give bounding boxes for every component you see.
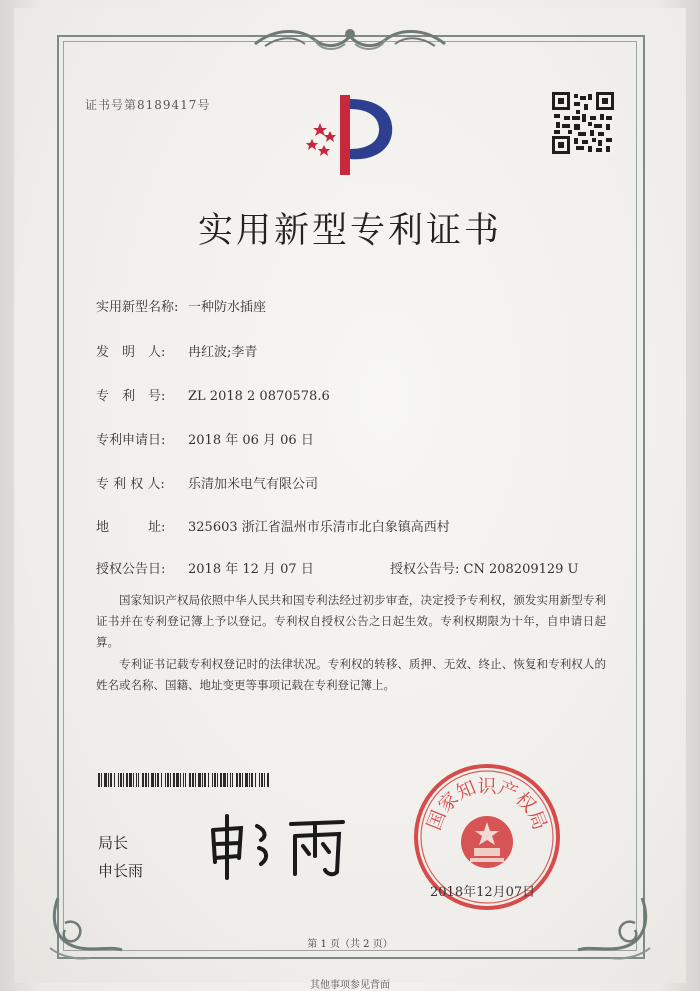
- field-label: 实用新型名称:: [96, 300, 179, 315]
- field-value: 一种防水插座: [188, 300, 267, 315]
- certificate-paragraph-2: 专利证书记载专利权登记时的法律状况。专利权的转移、质押、无效、终止、恢复和专利权人的姓名或名称、国籍、地址变更等事项记载在专利登记簿上。: [96, 657, 606, 692]
- field-patent-number: [96, 385, 330, 404]
- barcode-icon: [98, 773, 270, 787]
- corner-ornament-right: [570, 888, 660, 968]
- field-label: 专 利 权 人:: [96, 477, 165, 492]
- certificate-paragraph-1: 国家知识产权局依照中华人民共和国专利法经过初步审查，决定授予专利权，颁发实用新型专利证书并在专利登记簿上予以登记。专利权自授权公告之日起生效。专利权期限为十年，自申请日起算。: [96, 593, 606, 649]
- field-label: 专利申请日:: [96, 433, 166, 448]
- field-label: 专 利 号:: [96, 389, 166, 404]
- seal-date: 2018年12月07日: [430, 885, 536, 900]
- footer-note: 其他事项参见背面: [310, 980, 390, 991]
- field-address: [96, 516, 450, 535]
- field-value: CN 208209129 U: [463, 562, 579, 577]
- field-label: 授权公告日:: [96, 562, 166, 577]
- field-name: [96, 296, 266, 315]
- field-filing-date: [96, 429, 314, 448]
- field-value: 冉红波;李青: [188, 345, 258, 360]
- field-label: 地 址:: [96, 520, 166, 535]
- cnipa-logo-icon: [302, 93, 398, 177]
- certificate-number: 证书号第8189417号: [85, 98, 211, 112]
- field-grant-date: [96, 558, 314, 577]
- director-title: 局长: [98, 834, 129, 852]
- corner-ornament-left: [40, 888, 130, 968]
- certificate-title: 实用新型专利证书: [197, 211, 502, 251]
- field-patentee: [96, 473, 318, 492]
- qr-code-icon: [552, 92, 614, 154]
- page-indicator: 第 1 页（共 2 页）: [307, 939, 393, 950]
- seal-text: 国家知识产权局: [423, 775, 551, 834]
- field-label: 发 明 人:: [96, 345, 166, 360]
- field-value: ZL 2018 2 0870578.6: [188, 389, 330, 404]
- field-value: 2018 年 06 月 06 日: [188, 433, 314, 448]
- field-value: 乐清加米电气有限公司: [188, 477, 319, 492]
- field-value: 2018 年 12 月 07 日: [188, 562, 314, 577]
- director-signature-icon: [205, 812, 355, 882]
- field-grant-number: [390, 558, 579, 577]
- top-ornament: [245, 22, 455, 58]
- field-inventor: [96, 341, 257, 360]
- director-name: 申长雨: [98, 862, 144, 880]
- field-value: 325603 浙江省温州市乐清市北白象镇高西村: [188, 520, 450, 535]
- field-label: 授权公告号:: [390, 562, 460, 577]
